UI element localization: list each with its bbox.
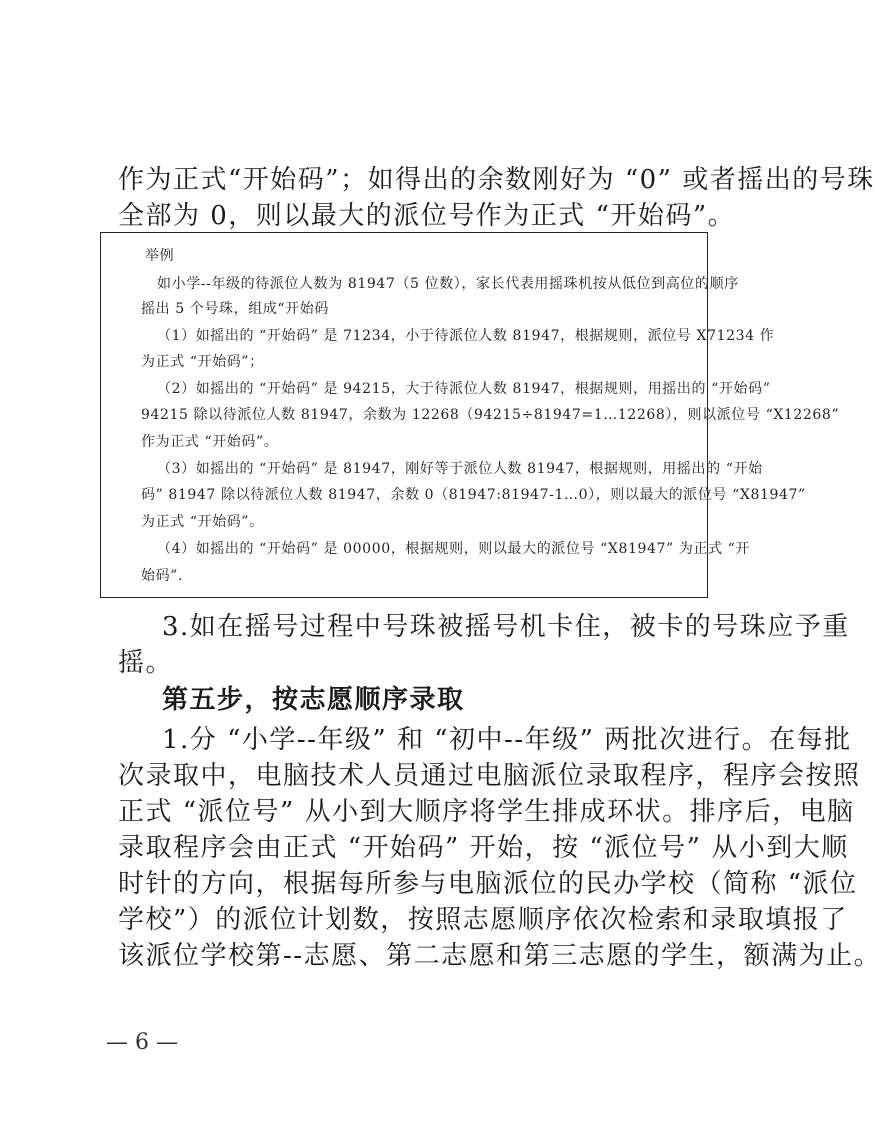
step-5-line: 1.分 “小学--年级” 和 “初中--年级” 两批次进行。在每批 xyxy=(162,725,852,755)
example-line: （1）如摇出的 “开始码” 是 71234，小于待派位人数 81947，根据规则，派位号 X71234 作 xyxy=(157,328,775,344)
page-number: — 6 — xyxy=(106,1030,178,1055)
intro-line-1: 作为正式“开始码”；如得出的余数刚好为 “0” 或者摇出的号珠 xyxy=(118,165,875,195)
step-5-line: 时针的方向，根据每所参与电脑派位的民办学校（简称 “派位 xyxy=(118,869,858,899)
example-heading: 举例 xyxy=(145,248,175,264)
rule-3-line-1: 3.如在摇号过程中号珠被摇号机卡住，被卡的号珠应予重 xyxy=(162,612,850,642)
example-line: 为正式 “开始码”。 xyxy=(141,514,264,530)
rule-3-line-2: 摇。 xyxy=(118,648,174,678)
step-5-line: 该派位学校第--志愿、第二志愿和第三志愿的学生，额满为止。 xyxy=(118,941,881,971)
example-line: 作为正式 “开始码”。 xyxy=(141,434,279,450)
example-line: 码” 81947 除以待派位人数 81947，余数 0（81947:81947-1…0），则以最大的派位号 “X81947” xyxy=(141,487,806,503)
example-line: 摇出 5 个号珠，组成“开始码 xyxy=(141,301,329,317)
step-5-line: 次录取中，电脑技术人员通过电脑派位录取程序，程序会按照 xyxy=(118,761,861,791)
intro-line-2: 全部为 0，则以最大的派位号作为正式 “开始码”。 xyxy=(118,201,736,231)
example-line: 始码”. xyxy=(141,568,184,584)
step-5-line: 正式 “派位号” 从小到大顺序将学生排成环状。排序后，电脑 xyxy=(118,797,855,827)
example-line: 如小学--年级的待派位人数为 81947（5 位数），家长代表用摇珠机按从低位到高位的顺序 xyxy=(157,276,739,292)
step-5-line: 学校”）的派位计划数，按照志愿顺序依次检索和录取填报了 xyxy=(118,905,848,935)
step-5-line: 录取程序会由正式 “开始码” 开始，按 “派位号” 从小到大顺 xyxy=(118,833,849,863)
example-line: 94215 除以待派位人数 81947，余数为 12268（94215÷81947=1…12268），则以派位号 “X12268” xyxy=(141,407,840,423)
example-line: （2）如摇出的 “开始码” 是 94215，大于待派位人数 81947，根据规则，用摇出的 “开始码” xyxy=(157,381,771,397)
example-box xyxy=(100,232,840,598)
example-line: 为正式 “开始码”； xyxy=(141,354,264,370)
step-5-heading: 第五步，按志愿顺序录取 xyxy=(162,685,465,715)
example-line: （3）如摇出的 “开始码” 是 81947，刚好等于派位人数 81947，根据规则，用摇出的 “开始 xyxy=(157,461,763,477)
example-line: （4）如摇出的 “开始码” 是 00000，根据规则，则以最大的派位号 “X81947” 为正式 “开 xyxy=(157,541,751,557)
